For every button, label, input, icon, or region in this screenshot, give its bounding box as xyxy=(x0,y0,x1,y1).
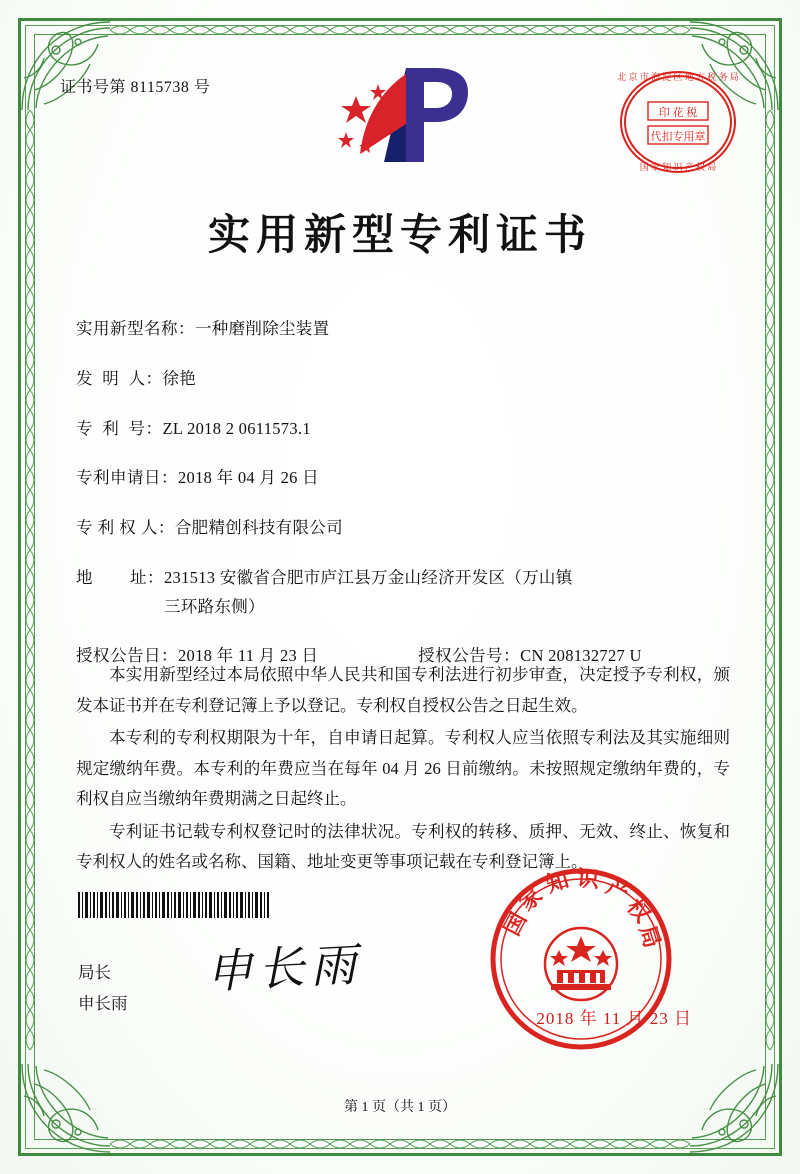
sipo-logo-icon xyxy=(320,62,480,172)
field-label: 发 明 人： xyxy=(76,368,163,388)
svg-text:国: 国 xyxy=(499,908,532,940)
legal-paragraph-3: 专利证书记载专利权登记时的法律状况。专利权的转移、质押、无效、终止、恢复和专利权人的姓名或名称、国籍、地址变更等事项记载在专利登记簿上。 xyxy=(76,821,730,872)
field-row-address xyxy=(76,566,734,620)
legal-text xyxy=(76,660,730,880)
field-value: 2018 年 04 月 26 日 xyxy=(178,468,319,488)
field-label: 授权公告日： xyxy=(76,646,178,666)
field-value: 徐艳 xyxy=(162,368,197,388)
field-label: 实用新型名称： xyxy=(76,319,195,338)
address-line-2: 三环路东侧） xyxy=(164,596,265,616)
page-title: 实用新型专利证书 xyxy=(207,213,592,259)
svg-text:产: 产 xyxy=(602,873,634,906)
field-row-name xyxy=(76,317,734,342)
field-value: CN 208132727 U xyxy=(520,646,642,666)
field-row-patentee xyxy=(76,516,734,541)
legal-paragraph-2: 本专利的专利权期限为十年，自申请日起算。专利权人应当依照专利法及其实施细则规定缴纳年费。本专利的年费应当在每年 04 月 26 日前缴纳。未按照规定缴纳年费的，专利权自应当缴纳年费期满之日起终止。 xyxy=(76,728,730,809)
svg-text:权: 权 xyxy=(622,894,656,927)
field-list xyxy=(76,317,734,687)
field-label: 地 址： xyxy=(76,567,164,587)
certificate-content xyxy=(56,52,744,1122)
svg-text:家: 家 xyxy=(514,882,548,916)
field-label: 专 利 号： xyxy=(76,418,163,438)
svg-text:知: 知 xyxy=(543,866,572,898)
signatory-title: 局长 xyxy=(78,963,111,982)
handwritten-signature: 申长雨 xyxy=(204,938,364,999)
field-value: ZL 2018 2 0611573.1 xyxy=(162,418,311,438)
field-label: 授权公告号： xyxy=(418,646,521,666)
legal-paragraph-1: 本实用新型经过本局依照中华人民共和国专利法进行初步审查，决定授予专利权，颁发本证书并在专利登记簿上予以登记。专利权自授权公告之日起生效。 xyxy=(76,665,730,715)
signatory-block xyxy=(78,957,128,1020)
signatory-name: 申长雨 xyxy=(78,994,128,1014)
certificate-number: 证书号第 8115738 号 xyxy=(60,79,211,96)
barcode xyxy=(78,892,328,918)
svg-text:局: 局 xyxy=(634,922,666,951)
field-row-inventor xyxy=(76,367,734,392)
field-value: 2018 年 11 月 23 日 xyxy=(178,646,319,666)
svg-text:识: 识 xyxy=(575,865,601,893)
svg-text:北 京 市 海 淀 区 地 方 税 务 局: 北 京 市 海 淀 区 地 方 税 务 局 xyxy=(617,72,739,82)
field-label: 专 利 权 人： xyxy=(76,518,175,537)
field-value-address xyxy=(164,566,734,620)
field-value: 合肥精创科技有限公司 xyxy=(174,518,343,537)
address-line-1: 231513 安徽省合肥市庐江县万金山经济开发区（万山镇 xyxy=(164,567,573,587)
page-footer: 第 1 页（共 1 页） xyxy=(344,1100,456,1115)
seal-date: 2018 年 11 月 23 日 xyxy=(536,1009,692,1028)
field-row-application-date xyxy=(76,466,734,491)
svg-text:印 花 税: 印 花 税 xyxy=(658,107,698,119)
svg-text:代扣专用章: 代扣专用章 xyxy=(650,131,706,143)
svg-text:国 家 知 识 产 权 局: 国 家 知 识 产 权 局 xyxy=(639,162,717,172)
field-value: 一种磨削除尘装置 xyxy=(195,319,330,338)
tax-stamp-seal xyxy=(614,58,742,186)
field-label: 专利申请日： xyxy=(76,468,178,488)
field-row-patent-number xyxy=(76,417,734,442)
